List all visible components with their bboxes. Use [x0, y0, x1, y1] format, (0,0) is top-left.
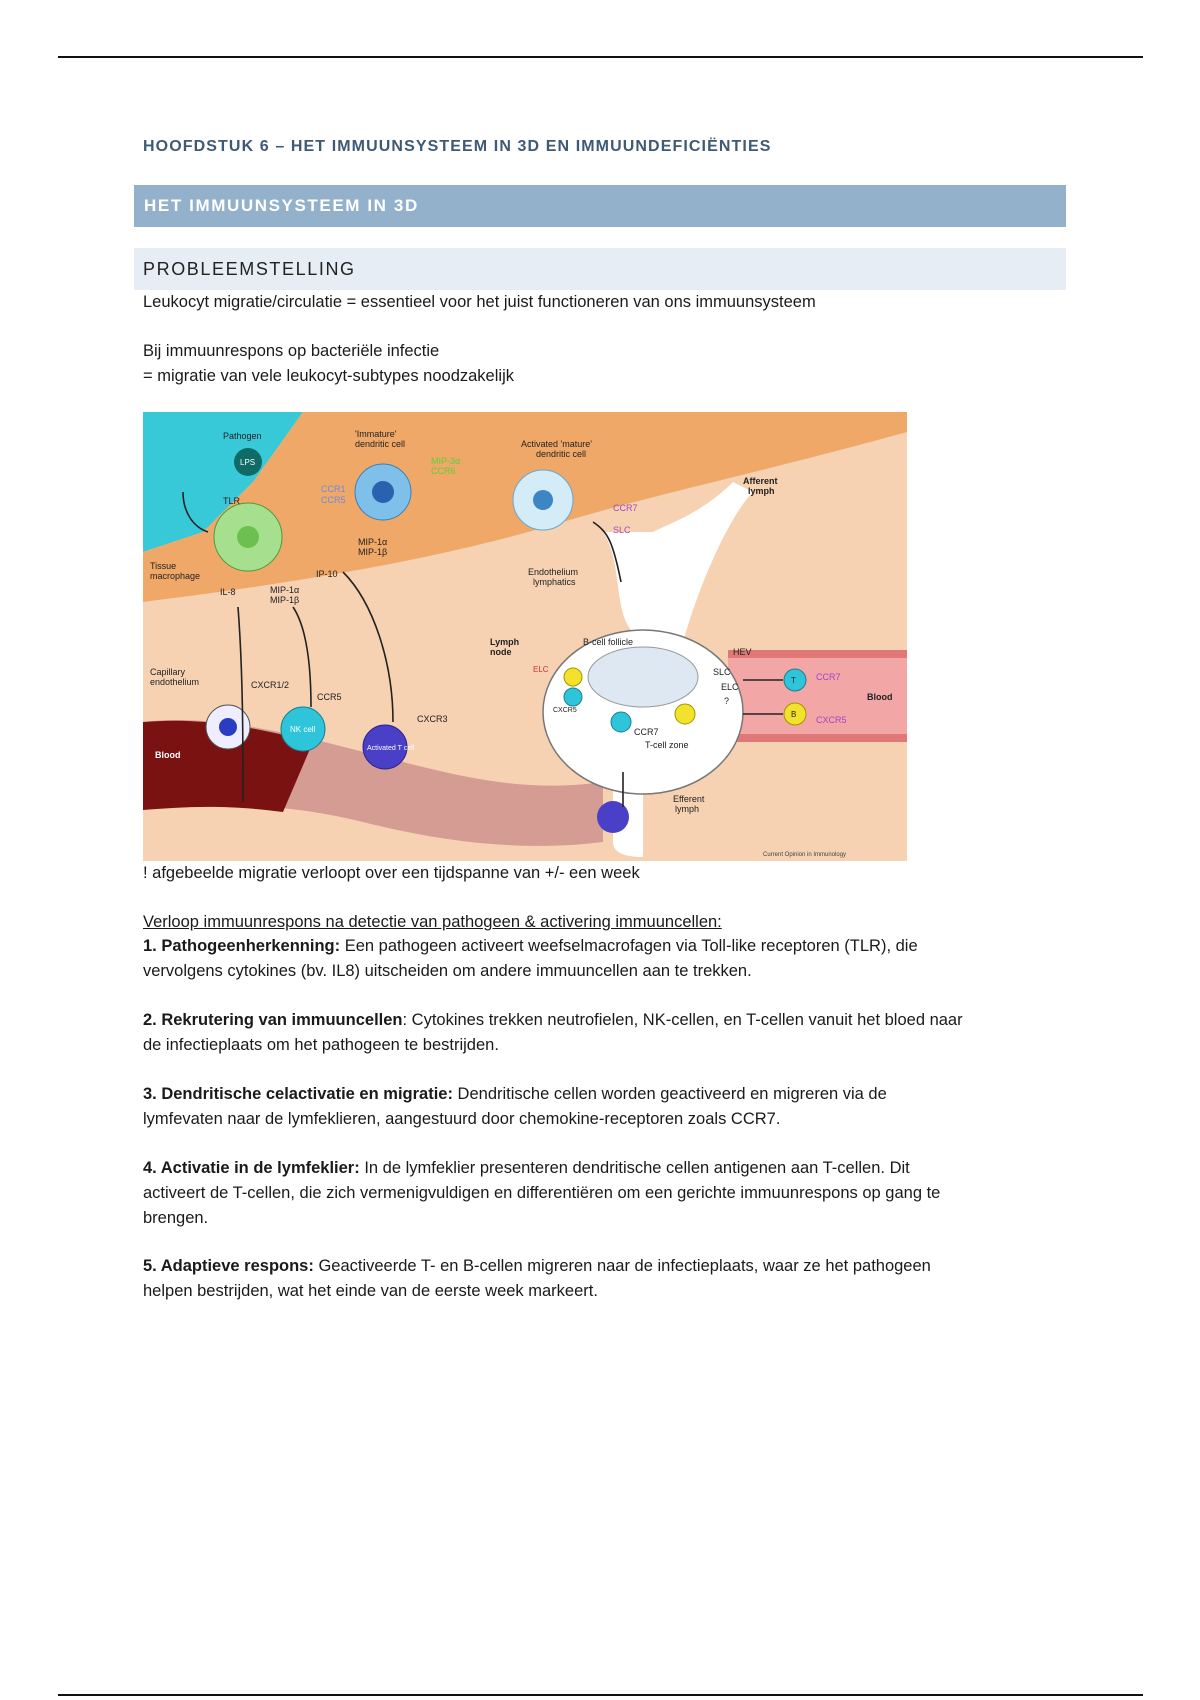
immature-dc-nucleus: [372, 481, 394, 503]
bottom-rule: [58, 1694, 1143, 1696]
label-ccr7-blood: CCR7: [816, 672, 841, 682]
b-cell-follicle-cell: [564, 668, 582, 686]
step-5: [143, 1254, 1063, 1304]
label-tissue-1: Tissue: [150, 561, 177, 571]
step-1-text-1: Een pathogeen activeert weefselmacrofagen via Toll-like receptoren (TLR), die: [340, 937, 918, 955]
leukocyte-migration-figure: [143, 412, 907, 861]
step-1-text-2: vervolgens cytokines (bv. IL8) uitscheiden om andere immuuncellen aan te trekken.: [143, 962, 752, 980]
chapter-title: HOOFDSTUK 6 – HET IMMUUNSYSTEEM IN 3D EN IMMUUNDEFICIËNTIES: [143, 138, 772, 155]
step-2-title: 2. Rekrutering van immuuncellen: [143, 1011, 403, 1029]
label-question: ?: [724, 696, 730, 706]
label-immature-dc-1: 'Immature': [355, 429, 397, 439]
subsection-title: PROBLEEMSTELLING: [134, 248, 1066, 290]
label-source: Current Opinion in Immunology: [763, 852, 847, 858]
label-mip1b-bottom: MIP-1β: [270, 595, 300, 605]
label-mip1b-top: MIP-1β: [358, 547, 388, 557]
label-elc-node: ELC: [533, 665, 549, 674]
step-3-text-2: lymfevaten naar de lymfeklieren, aangestuurd door chemokine-receptoren zoals CCR7.: [143, 1110, 781, 1128]
label-b-blood: B: [791, 710, 797, 719]
figure-note: ! afgebeelde migratie verloopt over een tijdspanne van +/- een week: [143, 864, 640, 882]
label-afferent-2: lymph: [748, 486, 775, 496]
label-activated-t: Activated T cell: [367, 745, 415, 752]
label-ccr7-dc: CCR7: [613, 503, 638, 513]
step-2-text-1: : Cytokines trekken neutrofielen, NK-cellen, en T-cellen vanuit het bloed naar: [402, 1011, 963, 1029]
label-il8: IL-8: [220, 587, 236, 597]
label-cxcr5-blood: CXCR5: [816, 715, 847, 725]
label-nk-cell: NK cell: [290, 725, 316, 734]
step-3-title: 3. Dendritische celactivatie en migratie:: [143, 1085, 453, 1103]
b-cell-node: [675, 704, 695, 724]
label-endothelium-2: lymphatics: [533, 577, 576, 587]
b-cell-follicle: [588, 647, 698, 707]
t-cell-follicle: [564, 688, 582, 706]
label-pathogen: Pathogen: [223, 431, 262, 441]
label-ccr5: CCR5: [321, 495, 346, 505]
step-1-title: 1. Pathogeenherkenning:: [143, 937, 341, 955]
label-ccr6: CCR6: [431, 466, 456, 476]
label-ccr5-nk: CCR5: [317, 692, 342, 702]
label-slc-dc: SLC: [613, 525, 631, 535]
label-elc-hev: ELC: [721, 682, 739, 692]
top-rule: [58, 56, 1143, 58]
label-ip10: IP-10: [316, 569, 338, 579]
label-mip1a-top: MIP-1α: [358, 537, 388, 547]
step-4-text-3: brengen.: [143, 1209, 209, 1227]
label-cxcr5-node: CXCR5: [553, 707, 577, 714]
label-lymph-node-2: node: [490, 647, 512, 657]
label-ccr1: CCR1: [321, 484, 346, 494]
label-t-blood: T: [791, 676, 796, 685]
step-4: [143, 1156, 1073, 1231]
label-activated-dc-1: Activated 'mature': [521, 439, 592, 449]
step-4-text-2: activeert de T-cellen, die zich vermenigvuldigen en differentiëren om een gerichte immuunrespons op gang te: [143, 1184, 941, 1202]
hev-wall-top: [728, 650, 907, 658]
label-t-cell-zone: T-cell zone: [645, 740, 689, 750]
step-5-text-2: helpen bestrijden, wat het einde van de eerste week markeert.: [143, 1282, 598, 1300]
step-4-title: 4. Activatie in de lymfeklier:: [143, 1159, 360, 1177]
intro-line: Leukocyt migratie/circulatie = essentieel voor het juist functioneren van ons immuunsysteem: [143, 293, 816, 311]
label-capillary-1: Capillary: [150, 667, 186, 677]
label-efferent-2: lymph: [675, 804, 700, 814]
label-immature-dc-2: dendritic cell: [355, 439, 406, 449]
label-efferent-1: Efferent: [673, 794, 705, 804]
step-2-text-2: de infectieplaats om het pathogeen te bestrijden.: [143, 1036, 499, 1054]
t-cell-node: [611, 712, 631, 732]
section-title: HET IMMUUNSYSTEEM IN 3D: [134, 185, 1066, 227]
label-capillary-2: endothelium: [150, 677, 200, 687]
macrophage-nucleus: [237, 526, 259, 548]
label-lymph-node-1: Lymph: [490, 637, 520, 647]
label-slc-hev: SLC: [713, 667, 731, 677]
label-tlr: TLR: [223, 496, 241, 506]
step-4-text-1: In de lymfeklier presenteren dendritische cellen antigenen aan T-cellen. Dit: [359, 1159, 910, 1177]
step-3-text-1: Dendritische cellen worden geactiveerd en migreren via de: [452, 1085, 887, 1103]
label-cxcr3: CXCR3: [417, 714, 448, 724]
label-mip3a: MIP-3α: [431, 456, 461, 466]
label-cxcr12: CXCR1/2: [251, 680, 290, 690]
steps-heading: Verloop immuunrespons na detectie van pathogeen & activering immuuncellen:: [143, 913, 722, 931]
label-activated-dc-2: dendritic cell: [536, 449, 587, 459]
label-endothelium-1: Endothelium: [528, 567, 579, 577]
step-1: [143, 934, 1063, 984]
label-hev: HEV: [733, 647, 752, 657]
activated-dc-nucleus: [533, 490, 553, 510]
step-5-title: 5. Adaptieve respons:: [143, 1257, 314, 1275]
label-ccr7-node: CCR7: [634, 727, 659, 737]
label-mip1a-bottom: MIP-1α: [270, 585, 300, 595]
label-afferent-1: Afferent: [743, 476, 778, 486]
hev-wall-bottom: [728, 734, 907, 742]
neutrophil-nucleus: [219, 718, 237, 736]
infection-line-2: = migratie van vele leukocyt-subtypes noodzakelijk: [143, 367, 514, 385]
step-3: [143, 1082, 1063, 1132]
label-blood-vessel: Blood: [155, 750, 181, 760]
label-b-cell-follicle: B-cell follicle: [583, 637, 634, 647]
step-5-text-1: Geactiveerde T- en B-cellen migreren naar de infectieplaats, waar ze het pathogeen: [313, 1257, 931, 1275]
step-2: [143, 1008, 1063, 1058]
label-blood-hev: Blood: [867, 692, 893, 702]
efferent-t-cell: [597, 801, 629, 833]
label-lps: LPS: [240, 458, 256, 467]
label-tissue-2: macrophage: [150, 571, 201, 581]
infection-line-1: Bij immuunrespons op bacteriële infectie: [143, 342, 440, 360]
